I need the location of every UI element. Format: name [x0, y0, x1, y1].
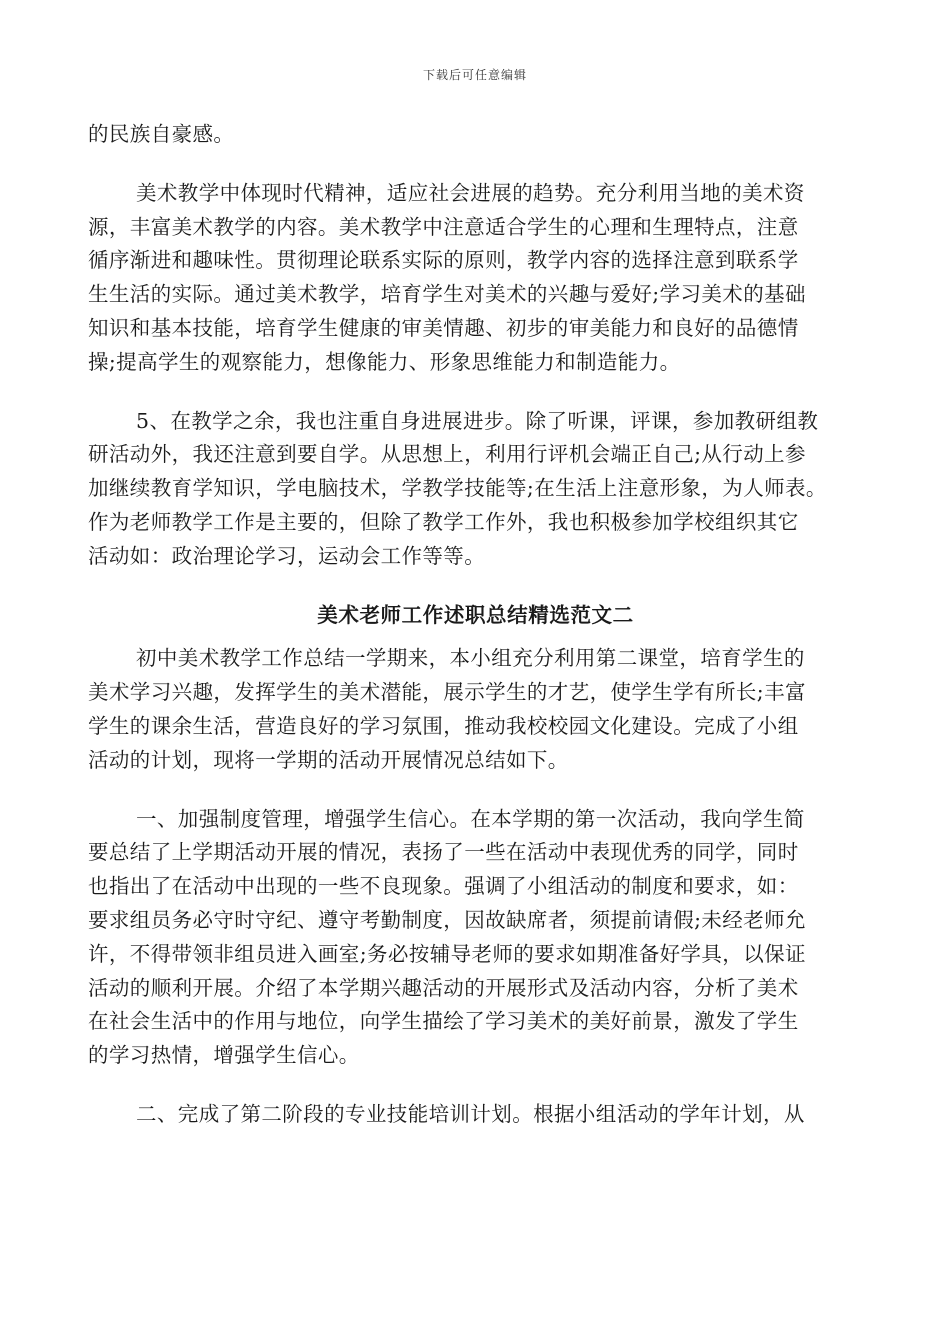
- text-line: 初中美术教学工作总结一学期来，本小组充分利用第二课堂，培育学生的: [136, 646, 805, 671]
- text-line: 操;提高学生的观察能力，想像能力、形象思维能力和制造能力。: [88, 349, 681, 374]
- paragraph-self-development: [88, 405, 863, 574]
- text-line: 活动如：政治理论学习，运动会工作等等。: [88, 543, 486, 568]
- text-line: 生生活的实际。通过美术教学，培育学生对美术的兴趣与爱好;学习美术的基础: [88, 282, 806, 307]
- text-line: 的学习热情，增强学生信心。: [88, 1043, 360, 1068]
- text-line: 活动的计划，现将一学期的活动开展情况总结如下。: [88, 747, 569, 772]
- paragraph-section-one: [88, 803, 863, 1073]
- text-line: 要总结了上学期活动开展的情况，表扬了一些在活动中表现优秀的同学，同时: [88, 840, 799, 865]
- paragraph-continuation: [88, 118, 863, 152]
- page-header: 下载后可任意编辑: [422, 68, 527, 82]
- text-line: 研活动外，我还注意到要自学。从思想上，利用行评机会端正自己;从行动上参: [88, 442, 806, 467]
- text-line: 加继续教育学知识，学电脑技术，学教学技能等;在生活上注意形象，为人师表。: [88, 476, 827, 501]
- text-line: 源，丰富美术教学的内容。美术教学中注意适合学生的心理和生理特点，注意: [88, 214, 799, 239]
- paragraph-summary-intro: [88, 642, 863, 777]
- text-line: 活动的顺利开展。介绍了本学期兴趣活动的开展形式及活动内容，分析了美术: [88, 975, 799, 1000]
- section-title: 美术老师工作述职总结精选范文二: [317, 602, 634, 627]
- text-line: 作为老师教学工作是主要的，但除了教学工作外，我也积极参加学校组织其它: [88, 509, 799, 534]
- text-line: 美术教学中体现时代精神，适应社会进展的趋势。充分利用当地的美术资: [136, 180, 805, 205]
- text-line: 学生的课余生活，营造良好的学习氛围，推动我校校园文化建设。完成了小组: [88, 713, 799, 738]
- text-line: 许，不得带领非组员进入画室;务必按辅导老师的要求如期准备好学具，以保证: [88, 941, 806, 966]
- text-line: 循序渐进和趣味性。贯彻理论联系实际的原则，教学内容的选择注意到联系学: [88, 248, 799, 273]
- text-line: 在社会生活中的作用与地位，向学生描绘了学习美术的美好前景，激发了学生: [88, 1009, 799, 1034]
- text-line: 知识和基本技能，培育学生健康的审美情趣、初步的审美能力和良好的品德情: [88, 315, 799, 340]
- text-line: 5、在教学之余，我也注重自身进展进步。除了听课，评课，参加教研组教: [136, 408, 819, 433]
- text-line: 要求组员务必守时守纪、遵守考勤制度，因故缺席者，须提前请假;未经老师允: [88, 907, 806, 932]
- text-line: 美术学习兴趣，发挥学生的美术潜能，展示学生的才艺，使学生学有所长;丰富: [88, 680, 806, 705]
- text-line: 的民族自豪感。: [88, 122, 235, 146]
- paragraph-art-teaching: [88, 177, 863, 380]
- text-line: 也指出了在活动中出现的一些不良现象。强调了小组活动的制度和要求，如：: [88, 874, 799, 899]
- paragraph-section-two: [88, 1098, 863, 1132]
- text-line: 一、加强制度管理，增强学生信心。在本学期的第一次活动，我向学生简: [136, 806, 805, 831]
- text-line: 二、完成了第二阶段的专业技能培训计划。根据小组活动的学年计划，从: [136, 1101, 805, 1126]
- document-body: [88, 118, 863, 1132]
